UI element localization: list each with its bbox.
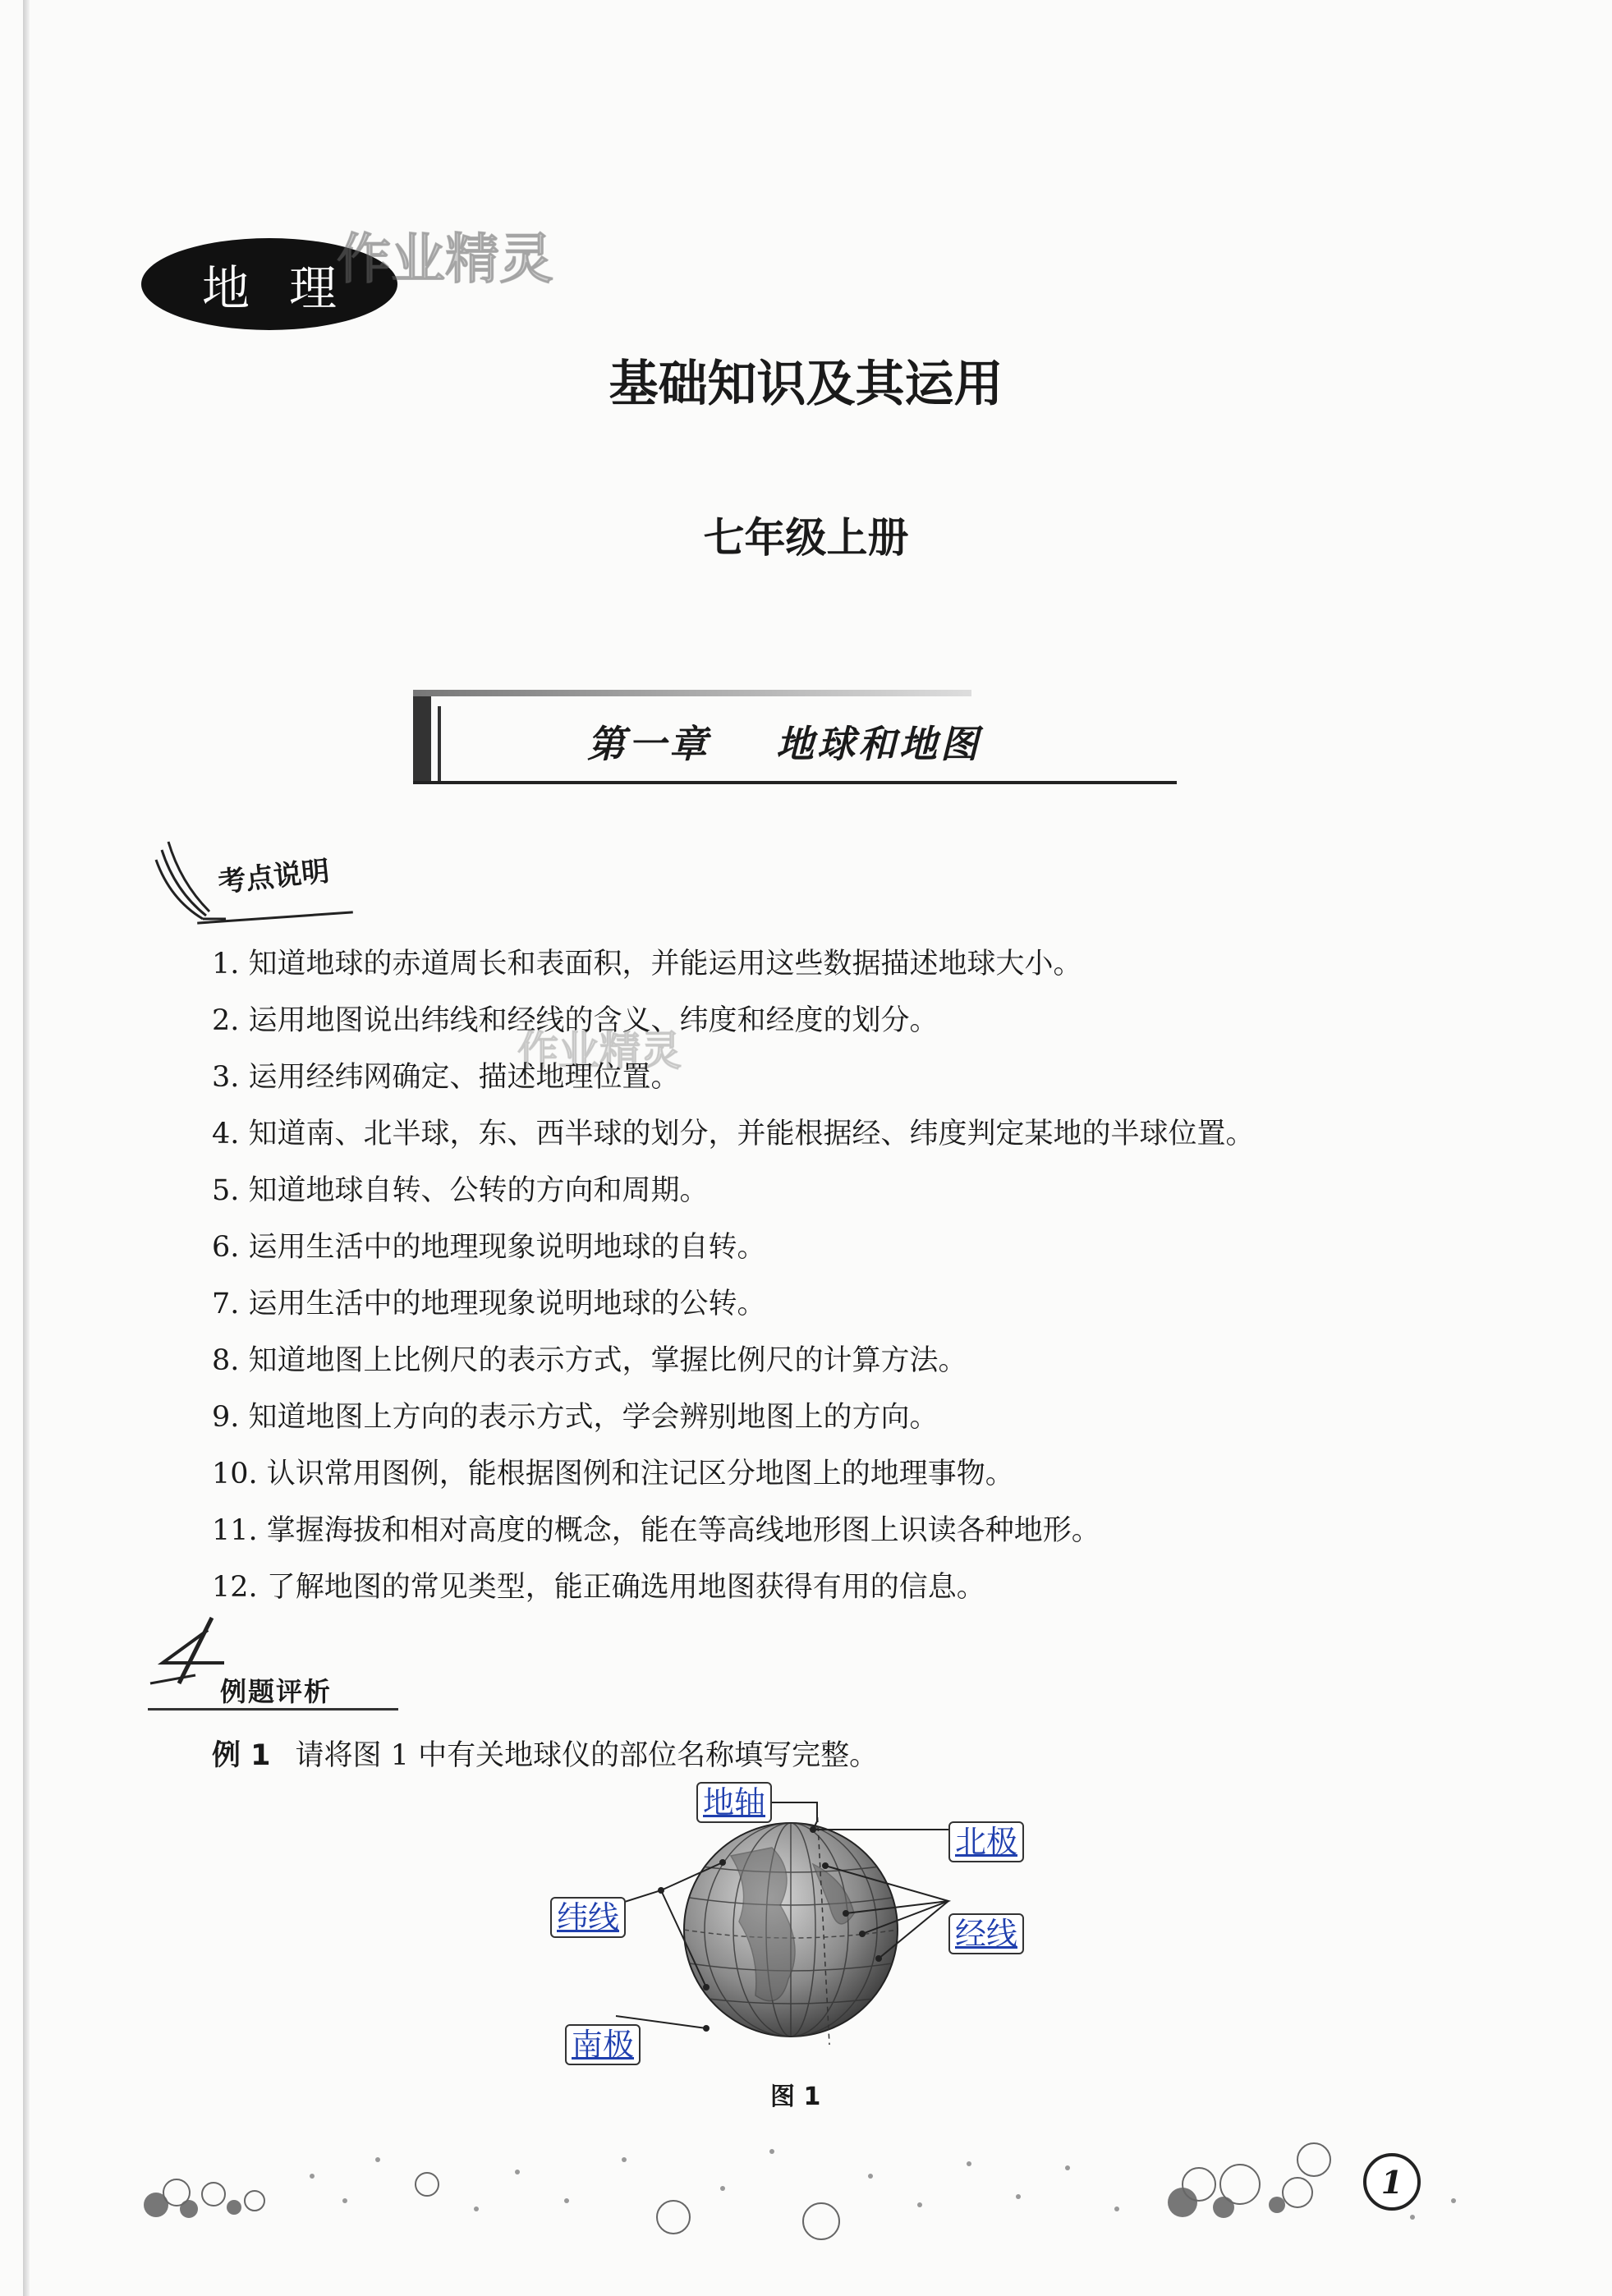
examples-heading: 例题评析 (220, 1676, 333, 1707)
list-item: 1. 知道地球的赤道周长和表面积，并能运用这些数据描述地球大小。 (212, 948, 1082, 980)
watermark: 作业精灵 (337, 227, 553, 291)
example-label: 例 1 (212, 1739, 271, 1772)
label-north-pole: 北极 (948, 1821, 1024, 1862)
page-number: 1 (1363, 2153, 1421, 2211)
chapter-header (413, 690, 1177, 784)
label-axis: 地轴 (696, 1782, 772, 1823)
label-latitude: 纬线 (550, 1897, 626, 1938)
list-item: 3. 运用经纬网确定、描述地理位置。 (212, 1061, 680, 1094)
open-book-icon (152, 833, 226, 924)
figure-caption: 图 1 (770, 2082, 821, 2111)
heading-underline (148, 1708, 398, 1711)
decorative-dots (131, 2127, 1486, 2242)
list-item: 10. 认识常用图例，能根据图例和注记区分地图上的地理事物。 (212, 1458, 1014, 1490)
label-south-pole: 南极 (565, 2024, 641, 2065)
list-item: 2. 运用地图说出纬线和经线的含义、纬度和经度的划分。 (212, 1004, 939, 1037)
grade-title: 七年级上册 (703, 513, 909, 562)
list-item: 8. 知道地图上比例尺的表示方式，掌握比例尺的计算方法。 (212, 1344, 967, 1377)
list-item: 7. 运用生活中的地理现象说明地球的公转。 (212, 1288, 766, 1320)
list-item: 5. 知道地球自转、公转的方向和周期。 (212, 1174, 709, 1207)
exam-points-list (212, 936, 1444, 1616)
list-item: 4. 知道南、北半球，东、西半球的划分，并能根据经、纬度判定某地的半球位置。 (212, 1118, 1255, 1150)
watermark-center: 作业精灵 (517, 1027, 682, 1075)
example-text: 请将图 1 中有关地球仪的部位名称填写完整。 (295, 1739, 879, 1772)
label-longitude: 经线 (948, 1913, 1024, 1954)
book-title: 基础知识及其运用 (609, 356, 1003, 413)
chapter-title: 第一章 地球和地图 (587, 722, 982, 766)
list-item: 11. 掌握海拔和相对高度的概念，能在等高线地形图上识读各种地形。 (212, 1514, 1100, 1547)
subject-badge: 地理 (141, 238, 397, 330)
exam-points-heading: 考点说明 (216, 854, 332, 899)
list-item: 6. 运用生活中的地理现象说明地球的自转。 (212, 1231, 766, 1264)
list-item: 12. 了解地图的常见类型，能正确选用地图获得有用的信息。 (212, 1571, 985, 1604)
list-item: 9. 知道地图上方向的表示方式，学会辨别地图上的方向。 (212, 1401, 939, 1434)
